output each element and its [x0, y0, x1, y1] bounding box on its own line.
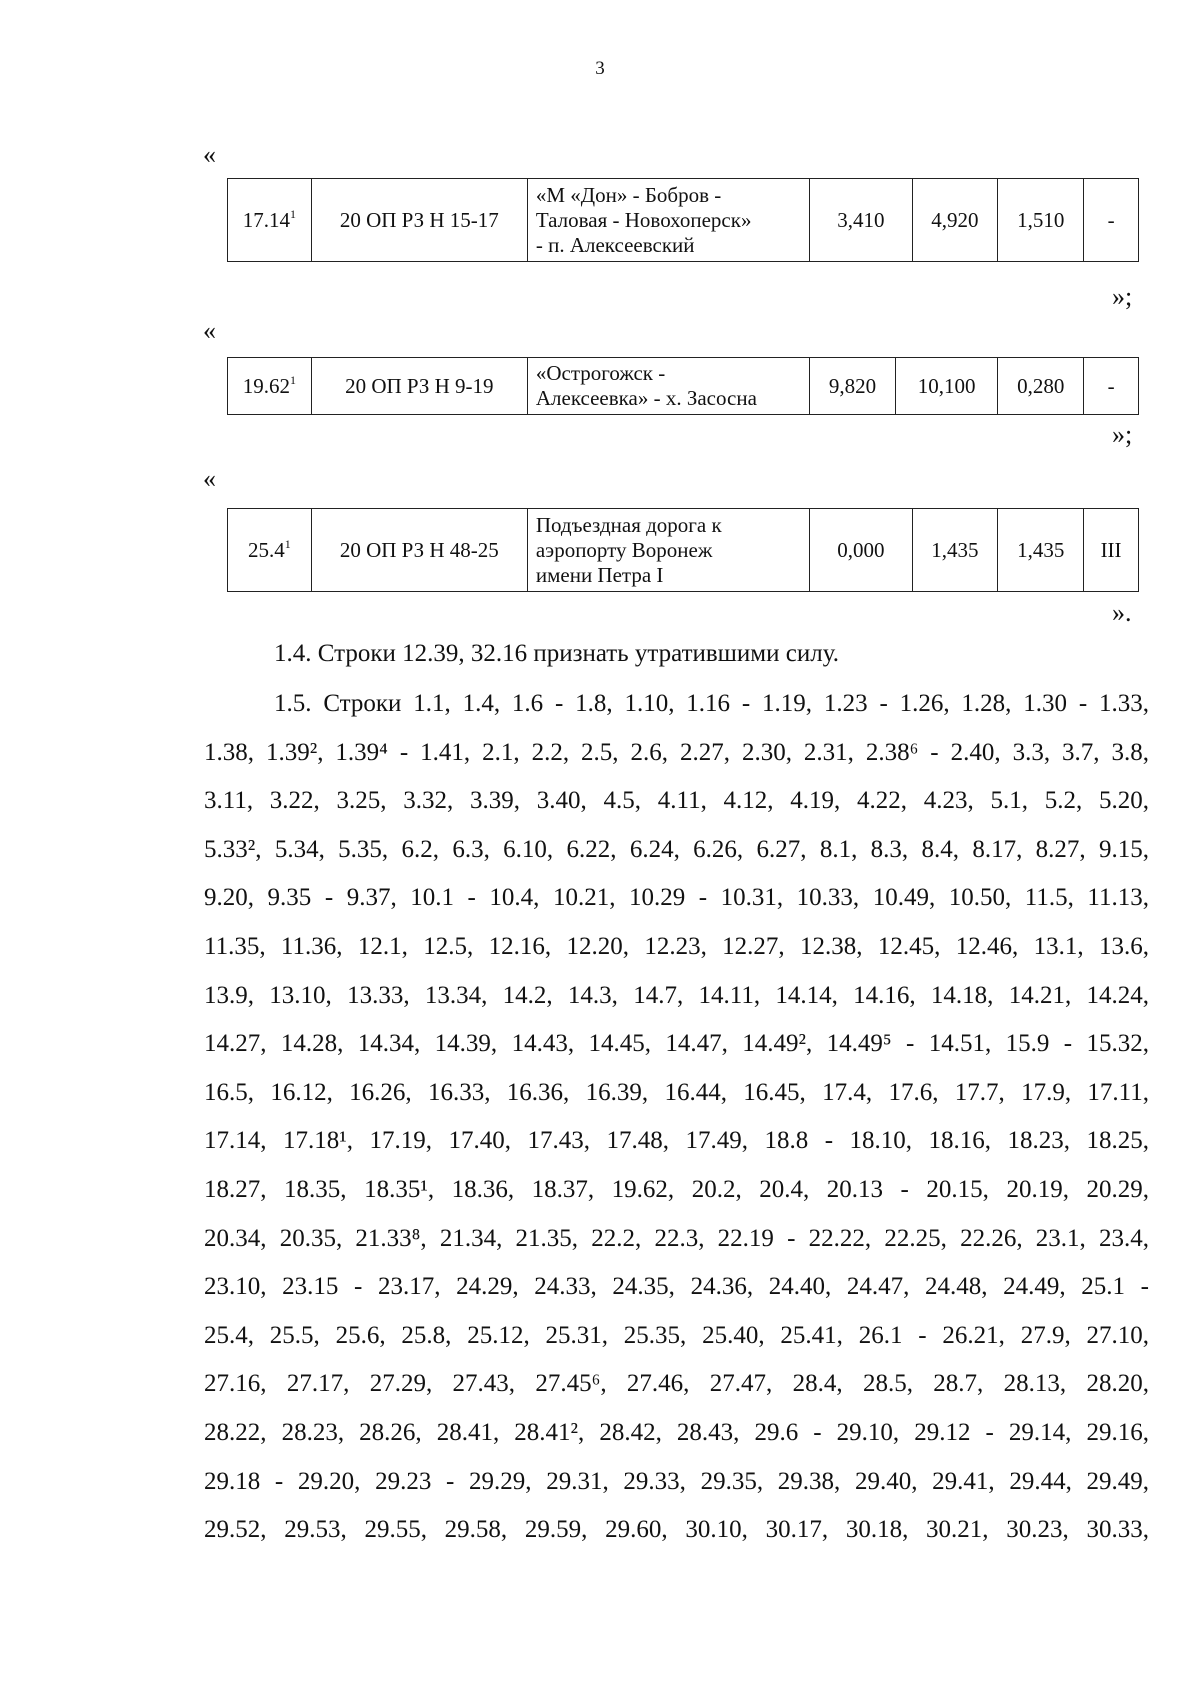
road-code-cell: 20 ОП РЗ Н 15-17 [311, 179, 527, 262]
road-name-cell [527, 509, 809, 592]
quote-open-1: « [203, 140, 216, 169]
list-line: 9.20, 9.35 - 9.37, 10.1 - 10.4, 10.21, 10.29 - 10.31, 10.33, 10.49, 10.50, 11.5, 11.13, [204, 884, 1149, 912]
row-number-cell [228, 179, 312, 262]
row-number: 17.14 [242, 207, 290, 232]
list-line: 14.27, 14.28, 14.34, 14.39, 14.43, 14.45, 14.47, 14.49², 14.49⁵ - 14.51, 15.9 - 15.32, [204, 1030, 1149, 1058]
list-line: 13.9, 13.10, 13.33, 13.34, 14.2, 14.3, 14.7, 14.11, 14.14, 14.16, 14.18, 14.21, 14.24, [204, 981, 1149, 1009]
road-name-line: имени Петра I [535, 562, 664, 587]
row-number-sup: 1 [290, 372, 296, 387]
table-row [228, 179, 1139, 262]
start-km-cell: 0,000 [810, 509, 912, 592]
row-number-sup: 1 [290, 206, 296, 221]
category-cell: - [1084, 179, 1139, 262]
category-cell: III [1084, 509, 1139, 592]
end-km-cell: 4,920 [912, 179, 998, 262]
row-number-cell [228, 509, 312, 592]
amend-table-2 [227, 357, 1139, 415]
road-name-line: Таловая - Новохоперск» [535, 207, 752, 232]
list-line: 5.33², 5.34, 5.35, 6.2, 6.3, 6.10, 6.22, 6.24, 6.26, 6.27, 8.1, 8.3, 8.4, 8.17, 8.27, 9.15, [204, 835, 1149, 863]
quote-close-3: ». [1112, 598, 1132, 627]
quote-open-2: « [203, 316, 216, 345]
road-name-line: «Острогожск - [535, 361, 666, 385]
length-km-cell: 1,510 [998, 179, 1084, 262]
list-line: 23.10, 23.15 - 23.17, 24.29, 24.33, 24.35, 24.36, 24.40, 24.47, 24.48, 24.49, 25.1 - [204, 1273, 1149, 1301]
road-name-cell [527, 179, 809, 262]
road-code-cell: 20 ОП РЗ Н 9-19 [311, 358, 527, 415]
list-line: 29.52, 29.53, 29.55, 29.58, 29.59, 29.60, 30.10, 30.17, 30.18, 30.21, 30.23, 30.33, [204, 1516, 1149, 1544]
quote-close-2: »; [1112, 420, 1133, 449]
length-km-cell: 0,280 [998, 358, 1084, 415]
length-km-cell: 1,435 [998, 509, 1084, 592]
list-line: 20.34, 20.35, 21.33⁸, 21.34, 21.35, 22.2, 22.3, 22.19 - 22.22, 22.25, 22.26, 23.1, 23.4, [204, 1224, 1149, 1252]
row-number: 19.62 [242, 373, 290, 398]
road-name-line: Алексеевка» - х. Засосна [535, 386, 757, 410]
list-line: 3.11, 3.22, 3.25, 3.32, 3.39, 3.40, 4.5, 4.11, 4.12, 4.19, 4.22, 4.23, 5.1, 5.2, 5.20, [204, 787, 1149, 815]
road-name-line: «М «Дон» - Бобров - [535, 182, 722, 207]
quote-close-1: »; [1112, 282, 1133, 311]
category-cell: - [1084, 358, 1139, 415]
paragraph-1-4: 1.4. Строки 12.39, 32.16 признать утратившими силу. [274, 640, 839, 667]
row-number-cell [228, 358, 312, 415]
road-name-cell [527, 358, 809, 415]
list-line: 1.5. Строки 1.1, 1.4, 1.6 - 1.8, 1.10, 1.16 - 1.19, 1.23 - 1.26, 1.28, 1.30 - 1.33, [274, 690, 1149, 717]
quote-open-3: « [203, 464, 216, 493]
page-number: 3 [595, 58, 605, 79]
list-line: 1.38, 1.39², 1.39⁴ - 1.41, 2.1, 2.2, 2.5, 2.6, 2.27, 2.30, 2.31, 2.38⁶ - 2.40, 3.3, 3.7, 3.8, [204, 738, 1149, 766]
list-line: 25.4, 25.5, 25.6, 25.8, 25.12, 25.31, 25.35, 25.40, 25.41, 26.1 - 26.21, 27.9, 27.10, [204, 1321, 1149, 1349]
table-row [228, 358, 1139, 415]
row-number: 25.4 [248, 537, 285, 562]
list-line: 16.5, 16.12, 16.26, 16.33, 16.36, 16.39, 16.44, 16.45, 17.4, 17.6, 17.7, 17.9, 17.11, [204, 1078, 1149, 1106]
list-line: 11.35, 11.36, 12.1, 12.5, 12.16, 12.20, 12.23, 12.27, 12.38, 12.45, 12.46, 13.1, 13.6, [204, 932, 1149, 960]
list-line: 18.27, 18.35, 18.35¹, 18.36, 18.37, 19.62, 20.2, 20.4, 20.13 - 20.15, 20.19, 20.29, [204, 1175, 1149, 1203]
road-name-line: - п. Алексеевский [535, 232, 695, 257]
start-km-cell: 3,410 [810, 179, 912, 262]
list-line: 28.22, 28.23, 28.26, 28.41, 28.41², 28.42, 28.43, 29.6 - 29.10, 29.12 - 29.14, 29.16, [204, 1418, 1149, 1446]
list-line: 27.16, 27.17, 27.29, 27.43, 27.45⁶, 27.46, 27.47, 28.4, 28.5, 28.7, 28.13, 28.20, [204, 1370, 1149, 1398]
start-km-cell: 9,820 [810, 358, 896, 415]
end-km-cell: 1,435 [912, 509, 998, 592]
row-number-sup: 1 [284, 536, 291, 551]
road-code-cell: 20 ОП РЗ Н 48-25 [311, 509, 527, 592]
table-row [228, 509, 1139, 592]
road-name-line: Подъездная дорога к [535, 512, 722, 537]
end-km-cell: 10,100 [895, 358, 997, 415]
paragraph-1-5 [204, 680, 1149, 1555]
amend-table-3 [227, 508, 1139, 592]
list-line: 29.18 - 29.20, 29.23 - 29.29, 29.31, 29.33, 29.35, 29.38, 29.40, 29.41, 29.44, 29.49, [204, 1467, 1149, 1495]
list-line: 17.14, 17.18¹, 17.19, 17.40, 17.43, 17.48, 17.49, 18.8 - 18.10, 18.16, 18.23, 18.25, [204, 1127, 1149, 1155]
amend-table-1 [227, 178, 1139, 262]
road-name-line: аэропорту Воронеж [535, 537, 713, 562]
